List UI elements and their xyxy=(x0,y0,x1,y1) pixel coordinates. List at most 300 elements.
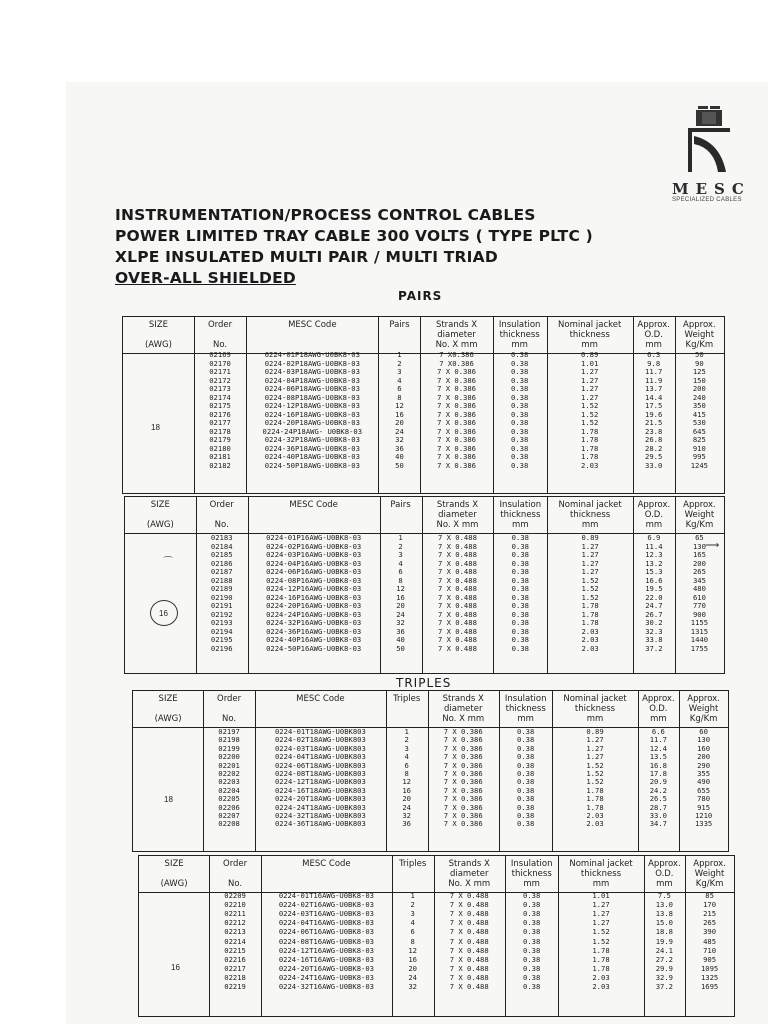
table-cell: 02170 xyxy=(209,358,231,368)
column-header-text xyxy=(228,704,231,714)
column-header-text: Insulation xyxy=(510,859,553,869)
table-header xyxy=(125,497,724,534)
table-cell: 1.52 xyxy=(592,927,610,937)
table-cell: 19.5 xyxy=(645,584,663,593)
table-cell: 7 X 0.488 xyxy=(449,927,489,937)
table-cell: 9.8 xyxy=(647,358,661,368)
column-header-text: (AWG) xyxy=(144,340,172,350)
column-header-text: Strands X xyxy=(435,320,478,330)
table-cell: 1.52 xyxy=(581,584,599,593)
table-cell: 02190 xyxy=(210,592,233,602)
table-cell: 0.38 xyxy=(511,541,529,551)
column-header-text: O.D. xyxy=(649,704,668,714)
column-header-text: Kg/Km xyxy=(695,879,724,889)
table-cell: 0.38 xyxy=(511,584,529,593)
table-cell: 3 xyxy=(398,550,403,559)
column-header xyxy=(261,856,392,892)
table-cell: 24 xyxy=(408,972,418,982)
hand-drawn-circle xyxy=(150,600,178,626)
column-header-text: Order xyxy=(217,694,242,704)
table-cell: 7 X 0.386 xyxy=(443,794,483,804)
table-cell: 0224-06T16AWG-U0BK8-03 xyxy=(278,927,375,937)
table-cell: 0224-06T18AWG-U0BK803 xyxy=(274,760,366,770)
table-cell: 7 X 0.386 xyxy=(443,735,483,745)
table-cell: 2.03 xyxy=(592,982,610,991)
table-cell: 170 xyxy=(703,900,717,910)
table-cell: 19.9 xyxy=(655,936,674,946)
table-cell: 90 xyxy=(695,358,704,368)
table-cell: 0224-12P18AWG-U0BK8-03 xyxy=(264,401,360,410)
table-cell: 16 xyxy=(402,785,412,795)
table-cell: 825 xyxy=(692,435,706,444)
table-cell: 7 X 0.488 xyxy=(449,900,489,910)
table-cell: 02182 xyxy=(209,460,231,470)
table-cell: 7 X 0.488 xyxy=(437,626,477,636)
table-row xyxy=(139,938,734,947)
table-cell: 0224-36P16AWG-U0BK8-03 xyxy=(266,626,362,636)
table-cell: 50 xyxy=(396,643,405,653)
table-cell: 2.03 xyxy=(581,460,599,470)
table-cell: 0224-24P16AWG-U0BK8-03 xyxy=(266,609,362,619)
table-cell: 2.03 xyxy=(581,643,599,653)
column-header-text: Insulation xyxy=(498,320,541,330)
table-cell: 0224-06P16AWG-U0BK8-03 xyxy=(266,567,362,576)
table-cell: 13.5 xyxy=(649,752,668,762)
table-cell: 1 xyxy=(398,533,403,542)
table-cell: 02172 xyxy=(209,375,231,385)
table-cell: 12 xyxy=(408,945,418,955)
table-cell: 1.78 xyxy=(581,435,599,444)
table-cell: 02195 xyxy=(210,635,233,644)
column-header-text: No. X mm xyxy=(435,340,478,350)
table-cell: 7 X0.386 xyxy=(439,358,474,368)
table-cell: 02219 xyxy=(224,982,246,991)
hand-drawn-mark: ⌒ xyxy=(163,557,173,568)
table-cell: 0224-01P18AWG-U0BK8-03 xyxy=(264,350,360,359)
table-cell: 3 xyxy=(404,743,409,753)
table-cell: 7 X 0.488 xyxy=(449,918,489,928)
table-cell: 6 xyxy=(398,567,403,576)
table-cell: 7 X 0.488 xyxy=(437,584,477,593)
table-cell: 7 X 0.386 xyxy=(437,384,477,393)
column-header xyxy=(547,497,633,533)
table-cell: 0.38 xyxy=(510,460,529,470)
table-cell: 7 X 0.488 xyxy=(437,567,477,576)
table-cell: 0224-04P16AWG-U0BK8-03 xyxy=(266,558,362,568)
table-cell: 37.2 xyxy=(655,982,674,991)
table-cell: 7 X 0.488 xyxy=(437,541,477,551)
table-cell: 7 X 0.386 xyxy=(437,401,477,410)
table-cell: 1.78 xyxy=(581,601,599,610)
column-header-text: thickness xyxy=(499,330,540,340)
table-cell: 0.38 xyxy=(523,918,541,928)
column-header-text: Nominal jacket xyxy=(558,500,622,510)
table-cell: 0224-16P16AWG-U0BK8-03 xyxy=(266,592,362,602)
column-header-text: Order xyxy=(207,320,233,330)
table-cell: 0.38 xyxy=(511,575,529,585)
table-cell: 0.38 xyxy=(517,802,535,812)
column-header-text: Insulation xyxy=(499,500,542,510)
table-cell: 12 xyxy=(402,777,412,787)
table-cell: 0224-06P18AWG-U0BK8-03 xyxy=(264,384,360,393)
table-cell: 165 xyxy=(692,550,706,559)
column-header xyxy=(246,317,378,353)
logo-mark-icon xyxy=(680,102,740,182)
column-header-text: Approx. xyxy=(642,694,675,704)
column-header-text: Nominal jacket xyxy=(569,859,633,869)
table-cell: 905 xyxy=(703,954,717,964)
column-header-text: Pairs xyxy=(390,500,411,510)
table-cell: 0224-24P18AWG- U0BK8-03 xyxy=(262,426,363,436)
table-cell: 8 xyxy=(404,769,409,778)
table-cell: 02211 xyxy=(224,909,246,919)
table-cell: 28.7 xyxy=(649,802,668,812)
table-cell: 6 xyxy=(404,760,409,770)
table-cell: 02205 xyxy=(218,794,240,804)
table-cell: 6 xyxy=(410,927,415,937)
table-cell: 0.38 xyxy=(517,794,535,804)
table-cell: 0.38 xyxy=(511,643,529,653)
column-header-text: No. xyxy=(212,340,228,350)
table-cell: 0224-03T18AWG-U0BK803 xyxy=(274,743,366,753)
table-cell: 40 xyxy=(396,635,405,644)
table-cell: 02176 xyxy=(209,409,231,419)
table-cell: 7 X 0.488 xyxy=(449,909,489,919)
column-header xyxy=(139,856,209,892)
table-cell: 345 xyxy=(692,575,706,585)
table-cell: 485 xyxy=(703,936,717,946)
table-cell: 1325 xyxy=(700,972,719,982)
column-header-text: SIZE xyxy=(164,859,184,869)
table-cell: 7 X 0.386 xyxy=(443,727,483,736)
table-cell: 02194 xyxy=(210,626,233,636)
table-cell: 1.52 xyxy=(581,401,599,410)
table-cell: 7 X 0.488 xyxy=(449,936,489,946)
table-cell: 1.52 xyxy=(592,936,610,946)
table-cell: 0.38 xyxy=(510,435,529,444)
column-header-text: thickness xyxy=(500,510,541,520)
table-cell: 24 xyxy=(396,609,405,619)
table-cell: 0.38 xyxy=(517,769,535,778)
column-header xyxy=(675,497,724,533)
table-cell: 02215 xyxy=(224,945,246,955)
table-cell: 200 xyxy=(692,384,706,393)
table-cell: 7 X 0.488 xyxy=(449,891,489,900)
column-header-text: SIZE xyxy=(150,500,170,510)
table-cell: 12.4 xyxy=(649,743,668,753)
column-header xyxy=(638,691,680,727)
table-cell: 6.9 xyxy=(647,533,661,542)
table-cell: 16 xyxy=(396,592,405,602)
column-header xyxy=(434,856,505,892)
table-cell: 0224-16T16AWG-U0BK8-03 xyxy=(278,954,375,964)
table-cell: 0224-02T18AWG-U0BK803 xyxy=(274,735,366,745)
column-header xyxy=(552,691,637,727)
column-header-text: Approx. xyxy=(687,694,720,704)
table-cell: 16 xyxy=(395,409,404,419)
table-cell: 11.7 xyxy=(649,735,668,745)
table-cell: 2.03 xyxy=(592,972,610,982)
table-cell: 27.2 xyxy=(655,954,674,964)
column-header-text: mm xyxy=(656,879,673,889)
column-header-text: mm xyxy=(523,879,540,889)
column-header xyxy=(196,497,248,533)
table-cell: 1.78 xyxy=(581,452,599,461)
table-cell: 02197 xyxy=(218,727,240,736)
column-header-text: mm xyxy=(581,340,598,350)
table-header xyxy=(123,317,724,354)
table-cell: 710 xyxy=(703,945,717,955)
table-cell: 0.38 xyxy=(517,777,535,787)
column-header-text: MESC Code xyxy=(288,320,337,330)
table-cell: 1.78 xyxy=(586,794,604,804)
table-cell: 0224-04T16AWG-U0BK8-03 xyxy=(278,918,375,928)
table-cell: 33.0 xyxy=(645,460,663,470)
table-cell: 13.8 xyxy=(655,909,674,919)
column-header-text xyxy=(234,869,237,879)
table-cell: 0224-12T18AWG-U0BK803 xyxy=(274,777,366,787)
table-cell: 0224-03P16AWG-U0BK8-03 xyxy=(266,550,362,559)
column-header-text: Triples xyxy=(393,694,421,704)
table-cell: 23.8 xyxy=(645,426,663,436)
table-cell: 1.52 xyxy=(581,592,599,602)
table-cell: 02208 xyxy=(218,819,240,829)
table-cell: 2 xyxy=(397,358,402,368)
table-cell: 0224-12T16AWG-U0BK8-03 xyxy=(278,945,375,955)
table-cell: 1.78 xyxy=(586,802,604,812)
table-cell: 7 X 0.488 xyxy=(449,954,489,964)
column-header-text: thickness xyxy=(511,869,552,879)
table-cell: 0224-08T16AWG-U0BK8-03 xyxy=(278,936,375,946)
table-cell: 0224-24T16AWG-U0BK8-03 xyxy=(278,972,375,982)
column-header-text xyxy=(159,510,162,520)
column-header-text: Insulation xyxy=(504,694,547,704)
table-cell: 02187 xyxy=(210,567,233,576)
table-cell: 1.78 xyxy=(586,785,604,795)
table-cell: 0224-03P18AWG-U0BK8-03 xyxy=(264,367,360,376)
table-cell: 0.38 xyxy=(510,409,529,419)
table-cell: 0224-02T16AWG-U0BK8-03 xyxy=(278,900,375,910)
table-cell: 7 X 0.488 xyxy=(437,643,477,653)
table-cell: 60 xyxy=(699,727,708,736)
table-cell: 26.7 xyxy=(645,609,663,619)
table-cell: 85 xyxy=(705,891,714,900)
table-cell: 1095 xyxy=(700,963,719,973)
table-cell: 1.78 xyxy=(592,963,610,973)
table-cell: 0.38 xyxy=(511,592,529,602)
size-value: 18 xyxy=(164,795,173,804)
table-cell: 22.0 xyxy=(645,592,663,602)
table-cell: 0.38 xyxy=(517,785,535,795)
table-cell: 1315 xyxy=(690,626,709,636)
column-header xyxy=(633,317,675,353)
table-cell: 1155 xyxy=(690,618,709,627)
table-cell: 65 xyxy=(695,533,704,542)
table-cell: 36 xyxy=(395,443,404,453)
table-cell: 02185 xyxy=(210,550,233,559)
table-cell: 0.38 xyxy=(517,735,535,745)
table-cell: 32.3 xyxy=(645,626,663,636)
column-header xyxy=(386,691,428,727)
table-cell: 7 X 0.488 xyxy=(449,982,489,991)
table-cell: 02180 xyxy=(209,443,231,453)
column-header-text xyxy=(157,330,160,340)
table-cell: 0.38 xyxy=(511,618,529,627)
cable-table xyxy=(138,855,735,1017)
table-cell: 2 xyxy=(410,900,415,910)
table-cell: 1440 xyxy=(690,635,709,644)
table-cell: 13.2 xyxy=(645,558,663,568)
table-cell: 7 X 0.488 xyxy=(437,533,477,542)
table-row xyxy=(125,645,724,654)
column-header-text: Approx. xyxy=(637,500,671,510)
table-cell: 0.38 xyxy=(517,811,535,820)
column-header xyxy=(493,317,547,353)
column-header-text: Kg/Km xyxy=(685,340,714,350)
table-cell: 24.7 xyxy=(645,601,663,610)
table-cell: 32 xyxy=(395,435,404,444)
table-cell: 2 xyxy=(404,735,409,745)
column-header xyxy=(558,856,643,892)
column-header-text: thickness xyxy=(569,330,610,340)
column-header-text: MESC Code xyxy=(302,859,351,869)
table-cell: 02200 xyxy=(218,752,240,762)
table-cell: 33.8 xyxy=(645,635,663,644)
table-cell: 7 X 0.488 xyxy=(437,635,477,644)
table-cell: 7 X 0.488 xyxy=(437,558,477,568)
table-cell: 160 xyxy=(697,743,711,753)
table-cell: 1.27 xyxy=(592,909,610,919)
table-cell: 12 xyxy=(396,584,405,593)
column-header-text: Kg/Km xyxy=(689,714,718,724)
table-cell: 24.1 xyxy=(655,945,674,955)
hand-drawn-mark: ⟶ xyxy=(705,540,720,551)
table-cell: 530 xyxy=(692,418,706,427)
column-header-text: (AWG) xyxy=(154,714,182,724)
table-cell: 0.38 xyxy=(517,760,535,770)
table-cell: 02169 xyxy=(209,350,231,359)
column-header-text: Kg/Km xyxy=(685,520,714,530)
size-value: 16 xyxy=(171,963,180,972)
table-cell: 0224-24T18AWG-U0BK803 xyxy=(274,802,366,812)
column-header-text: Triples xyxy=(399,859,427,869)
table-cell: 02203 xyxy=(218,777,240,787)
table-cell: 350 xyxy=(692,401,706,410)
column-header xyxy=(679,691,728,727)
table-cell: 2 xyxy=(398,541,403,551)
table-cell: 20 xyxy=(408,963,418,973)
table-cell: 20 xyxy=(395,418,404,427)
table-cell: 17.5 xyxy=(645,401,663,410)
table-cell: 2.03 xyxy=(581,626,599,636)
table-cell: 29.5 xyxy=(645,452,663,461)
table-cell: 0224-50P18AWG-U0BK8-03 xyxy=(264,460,360,470)
table-cell: 17.8 xyxy=(649,769,668,778)
table-cell: 7 X 0.386 xyxy=(443,819,483,829)
column-header-text: No. xyxy=(214,520,229,530)
cable-table xyxy=(132,690,729,852)
table-cell: 7 X 0.386 xyxy=(443,811,483,820)
column-header-text: MESC Code xyxy=(296,694,345,704)
table-cell: 4 xyxy=(398,558,403,568)
table-cell: 0.38 xyxy=(510,401,529,410)
table-cell: 0.38 xyxy=(511,567,529,576)
mesc-logo xyxy=(672,100,751,210)
table-cell: 1335 xyxy=(694,819,713,829)
column-header-text: (AWG) xyxy=(160,879,188,889)
table-cell: 0224-32P16AWG-U0BK8-03 xyxy=(266,618,362,627)
column-header xyxy=(194,317,246,353)
table-cell: 0.89 xyxy=(581,350,599,359)
table-cell: 1.78 xyxy=(581,443,599,453)
column-header xyxy=(633,497,675,533)
table-cell: 7 X 0.386 xyxy=(443,752,483,762)
table-cell: 02210 xyxy=(224,900,246,910)
table-cell: 7 X 0.386 xyxy=(437,426,477,436)
table-cell: 40 xyxy=(395,452,404,461)
column-header-text: mm xyxy=(581,520,599,530)
table-cell: 7 X0.386 xyxy=(439,350,474,359)
table-cell: 7 X 0.488 xyxy=(437,609,477,619)
logo-subtitle: SPECIALIZED CABLES xyxy=(672,197,742,203)
column-header-text xyxy=(167,704,170,714)
column-header-text xyxy=(173,869,176,879)
table-cell: 0.38 xyxy=(510,452,529,461)
table-cell: 910 xyxy=(692,443,706,453)
column-header xyxy=(378,317,420,353)
table-cell: 900 xyxy=(692,609,706,619)
table-cell: 26.5 xyxy=(649,794,668,804)
table-cell: 0224-32P18AWG-U0BK8-03 xyxy=(264,435,360,444)
table-cell: 0224-32T18AWG-U0BK803 xyxy=(274,811,366,820)
table-cell: 0.38 xyxy=(517,819,535,829)
column-header-text: mm xyxy=(586,714,604,724)
table-cell: 7 X 0.386 xyxy=(437,367,477,376)
column-header xyxy=(644,856,686,892)
column-header-text: No. X mm xyxy=(448,879,491,889)
column-header-text: Strands X xyxy=(442,694,484,704)
table-cell: 02199 xyxy=(218,743,240,753)
table-cell: 0.38 xyxy=(523,909,541,919)
column-header xyxy=(505,856,559,892)
table-cell: 1 xyxy=(410,891,415,900)
table-cell: 0.38 xyxy=(511,609,529,619)
table-cell: 02212 xyxy=(224,918,246,928)
column-header-text: No. xyxy=(222,714,237,724)
table-cell: 0224-02P16AWG-U0BK8-03 xyxy=(266,541,362,551)
table-cell: 02202 xyxy=(218,769,240,778)
table-cell: 0224-32T16AWG-U0BK8-03 xyxy=(278,982,375,991)
table-cell: 0.38 xyxy=(510,358,529,368)
table-cell: 1 xyxy=(404,727,409,736)
table-cell: 265 xyxy=(692,567,706,576)
table-cell: 415 xyxy=(692,409,706,419)
column-header xyxy=(248,497,380,533)
table-cell: 13.7 xyxy=(645,384,663,393)
table-cell: 1.52 xyxy=(581,409,599,419)
table-cell: 0.38 xyxy=(523,982,541,991)
table-cell: 1.27 xyxy=(581,558,599,568)
table-cell: 19.6 xyxy=(645,409,663,419)
column-header-text: mm xyxy=(650,714,667,724)
column-header-text: mm xyxy=(592,879,610,889)
column-header-text: Strands X xyxy=(448,859,490,869)
table-cell: 2.03 xyxy=(586,811,604,820)
column-header xyxy=(420,317,492,353)
table-cell: 02179 xyxy=(209,435,231,444)
column-header-text: mm xyxy=(517,714,534,724)
table-cell: 02173 xyxy=(209,384,231,393)
